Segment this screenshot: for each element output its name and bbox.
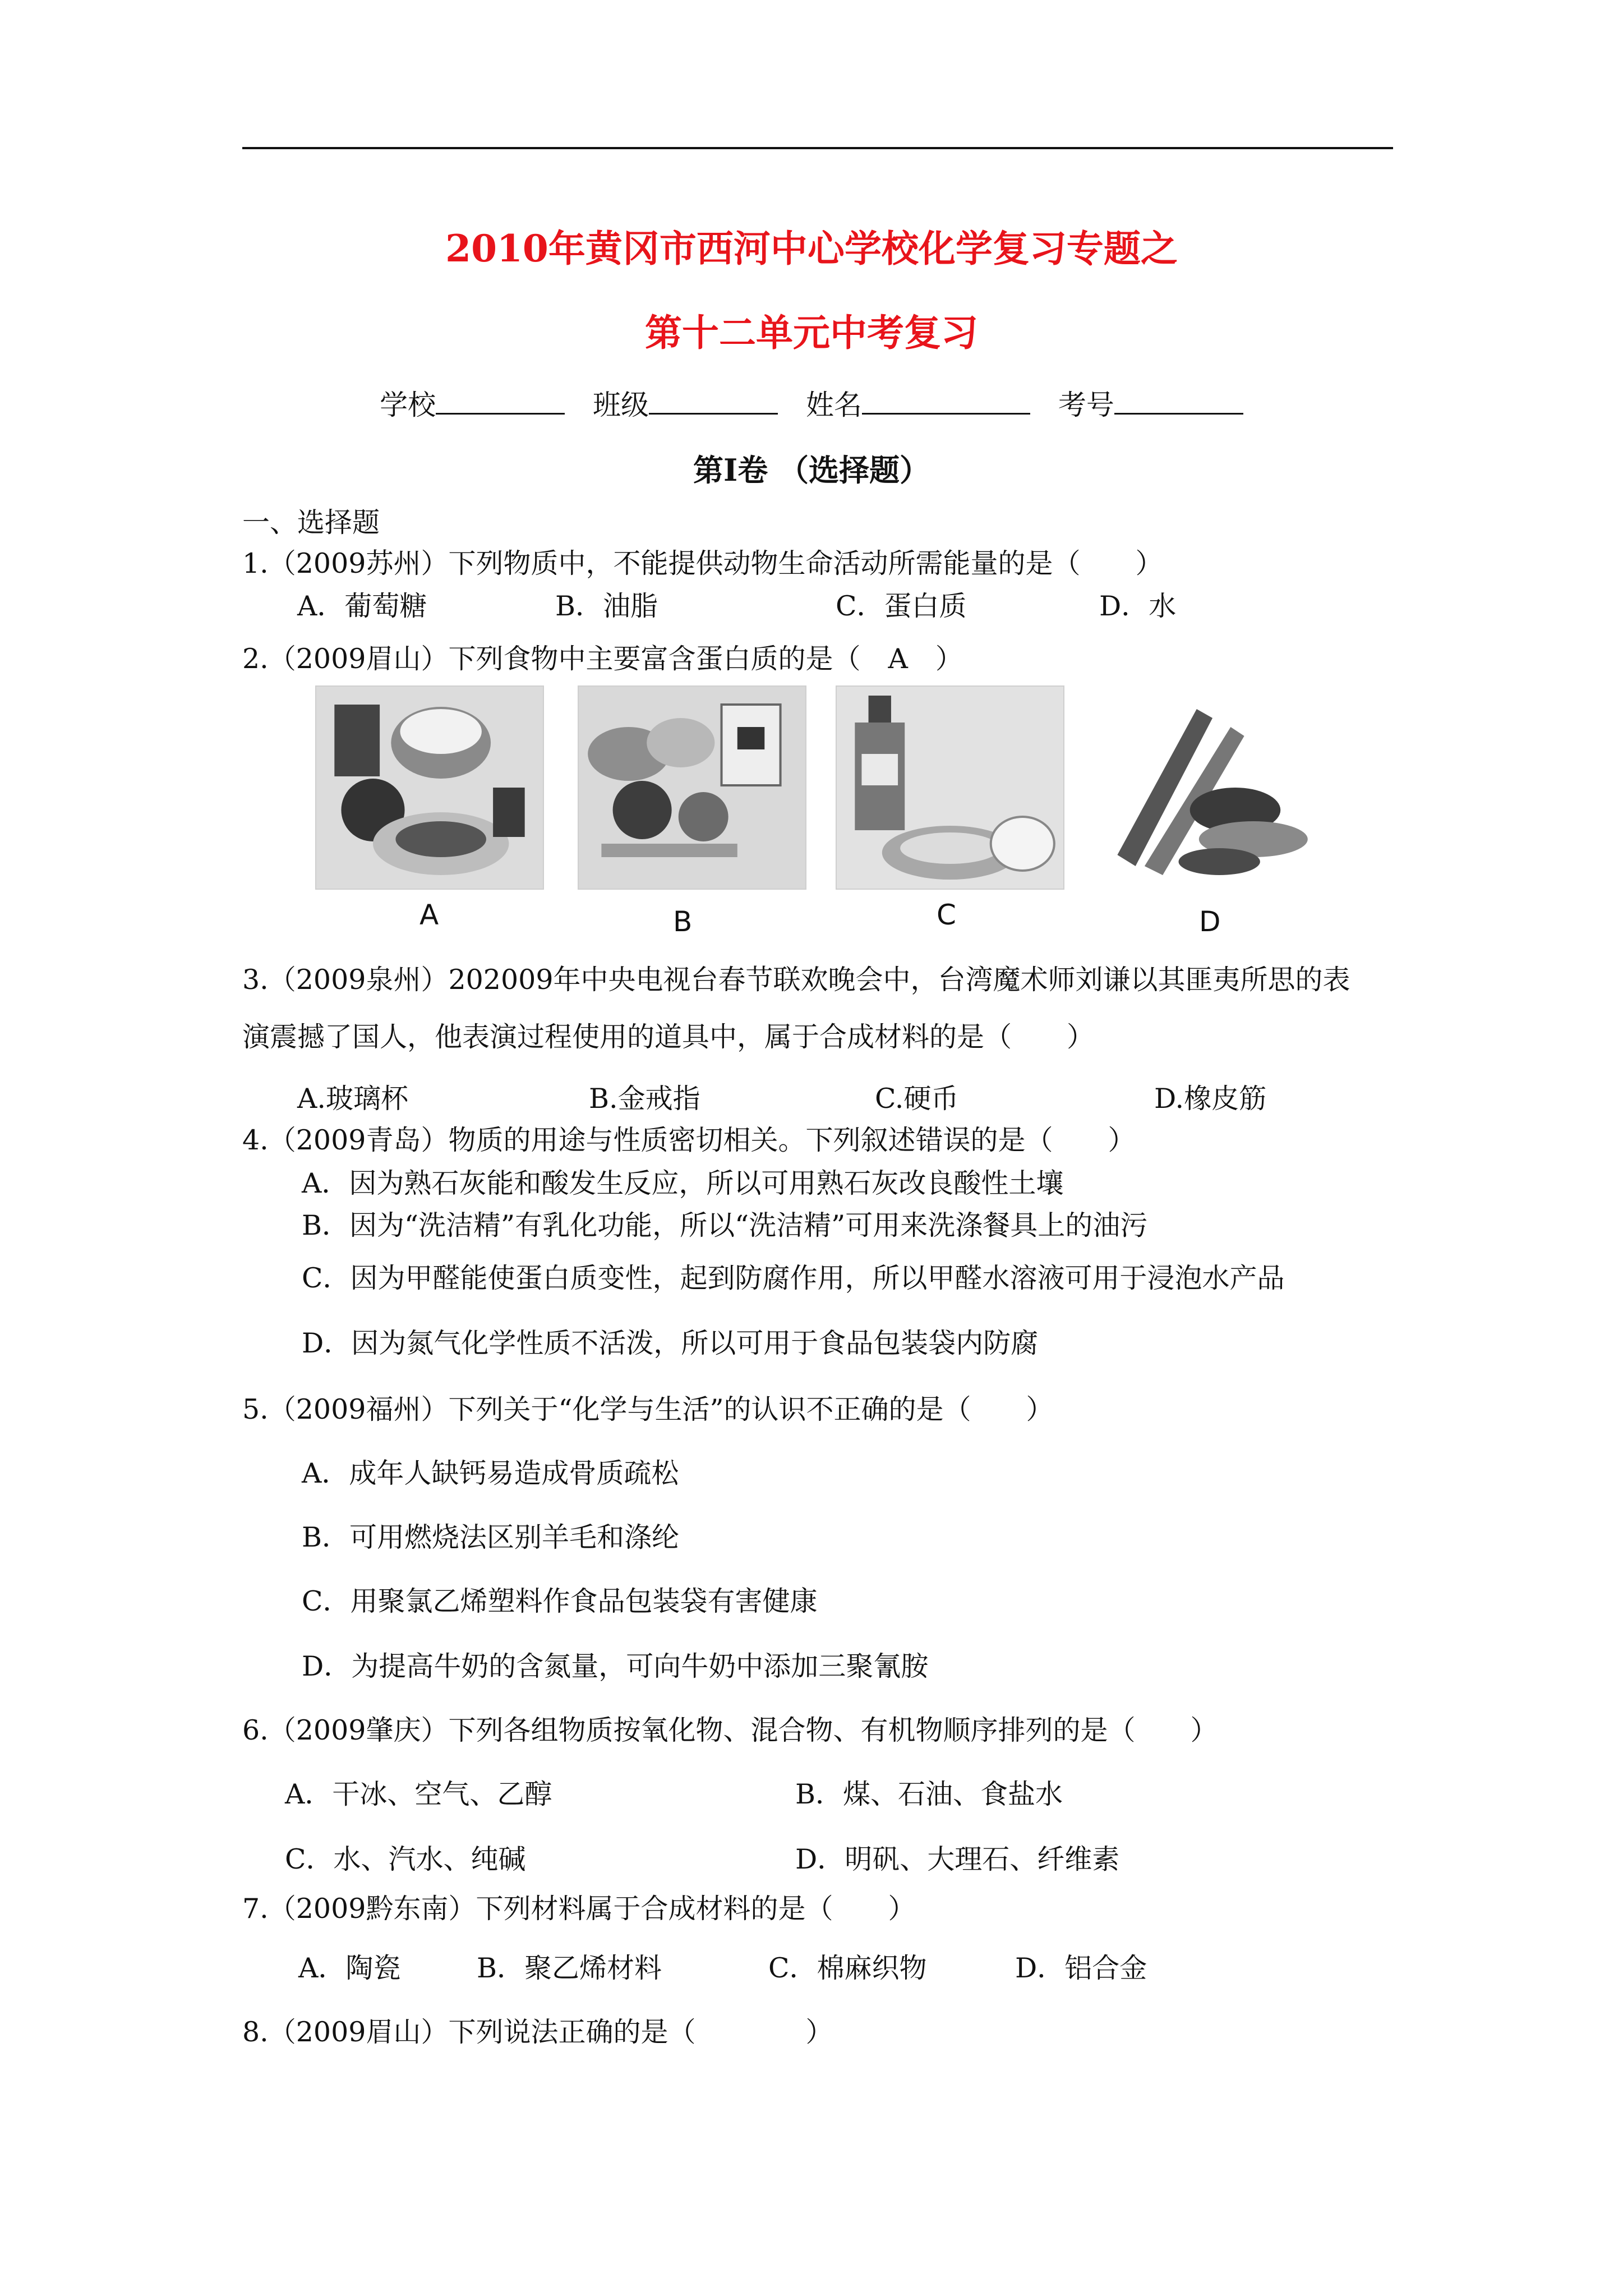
class-blank[interactable]	[649, 388, 778, 415]
question-2-stem: 2.（2009眉山）下列食物中主要富含蛋白质的是（ A ）	[242, 643, 963, 675]
question-6-option-b: B．煤、石油、食盐水	[795, 1778, 1063, 1810]
school-label: 学校	[380, 389, 436, 421]
question-3-option-d: D.橡皮筋	[1154, 1083, 1267, 1115]
question-3-stem-line2: 演震撼了国人，他表演过程使用的道具中，属于合成材料的是（ ）	[242, 1021, 1095, 1053]
food-photo-c	[836, 685, 1064, 890]
question-6-option-d: D．明矾、大理石、纤维素	[795, 1843, 1120, 1875]
food-photo-label-b: B	[673, 905, 693, 938]
number-blank[interactable]	[1114, 388, 1243, 415]
question-7-stem: 7.（2009黔东南）下列材料属于合成材料的是（ ）	[242, 1893, 916, 1925]
food-photo-label-c: C	[937, 899, 956, 931]
name-blank[interactable]	[862, 388, 1030, 415]
question-1-option-a: A．葡萄糖	[297, 590, 427, 622]
food-photo-label-a: A	[419, 899, 439, 931]
question-7-option-d: D．铝合金	[1015, 1952, 1147, 1984]
number-label: 考号	[1058, 389, 1114, 421]
question-6-option-a: A．干冰、空气、乙醇	[285, 1778, 552, 1810]
student-info-fields	[0, 383, 1623, 423]
question-5-option-b: B．可用燃烧法区别羊毛和涤纶	[302, 1521, 680, 1553]
question-1-option-c: C．蛋白质	[836, 590, 967, 622]
question-5-stem: 5.（2009福州）下列关于“化学与生活”的认识不正确的是（ ）	[242, 1393, 1054, 1425]
food-photo-d	[1094, 685, 1322, 890]
section-title: 第Ⅰ卷 （选择题）	[693, 452, 930, 488]
question-1-option-b: B．油脂	[555, 590, 658, 622]
question-5-option-c: C．用聚氯乙烯塑料作食品包装袋有害健康	[302, 1585, 818, 1617]
question-3-option-c: C.硬币	[875, 1083, 959, 1115]
school-blank[interactable]	[436, 388, 565, 415]
question-7-option-c: C．棉麻织物	[768, 1952, 927, 1984]
section-subtitle: 一、选择题	[242, 507, 380, 539]
name-label: 姓名	[805, 389, 862, 421]
question-6-stem: 6.（2009肇庆）下列各组物质按氧化物、混合物、有机物顺序排列的是（ ）	[242, 1714, 1218, 1746]
header-rule	[242, 147, 1393, 149]
food-photo-b	[578, 685, 806, 890]
document-title: 2010年黄冈市西河中心学校化学复习专题之	[445, 227, 1178, 270]
question-4-stem: 4.（2009青岛）物质的用途与性质密切相关。下列叙述错误的是（ ）	[242, 1124, 1136, 1156]
question-3-option-a: A.玻璃杯	[297, 1083, 408, 1115]
question-3-option-b: B.金戒指	[589, 1083, 700, 1115]
question-5-option-a: A．成年人缺钙易造成骨质疏松	[302, 1457, 679, 1489]
question-4-option-b: B．因为“洗洁精”有乳化功能，所以“洗洁精”可用来洗涤餐具上的油污	[302, 1209, 1148, 1241]
document-subtitle: 第十二单元中考复习	[645, 311, 978, 355]
question-4-option-d: D．因为氮气化学性质不活泼，所以可用于食品包装袋内防腐	[302, 1327, 1039, 1359]
class-label: 班级	[593, 389, 649, 421]
question-4-option-a: A．因为熟石灰能和酸发生反应，所以可用熟石灰改良酸性土壤	[302, 1167, 1064, 1199]
question-1-stem: 1.（2009苏州）下列物质中，不能提供动物生命活动所需能量的是（ ）	[242, 547, 1163, 579]
question-5-option-d: D．为提高牛奶的含氮量，可向牛奶中添加三聚氰胺	[302, 1650, 929, 1682]
question-4-option-c: C．因为甲醛能使蛋白质变性，起到防腐作用，所以甲醛水溶液可用于浸泡水产品	[302, 1262, 1285, 1294]
question-7-option-a: A．陶瓷	[298, 1952, 401, 1984]
question-8-stem: 8.（2009眉山）下列说法正确的是（ ）	[242, 2016, 833, 2048]
question-3-stem-line1: 3.（2009泉州）202009年中央电视台春节联欢晚会中，台湾魔术师刘谦以其匪夷所思的表	[242, 964, 1350, 996]
food-photo-a	[315, 685, 544, 890]
question-1-option-d: D．水	[1099, 590, 1177, 622]
food-photo-label-d: D	[1199, 905, 1221, 938]
question-6-option-c: C．水、汽水、纯碱	[285, 1843, 526, 1875]
question-7-option-b: B．聚乙烯材料	[477, 1952, 662, 1984]
